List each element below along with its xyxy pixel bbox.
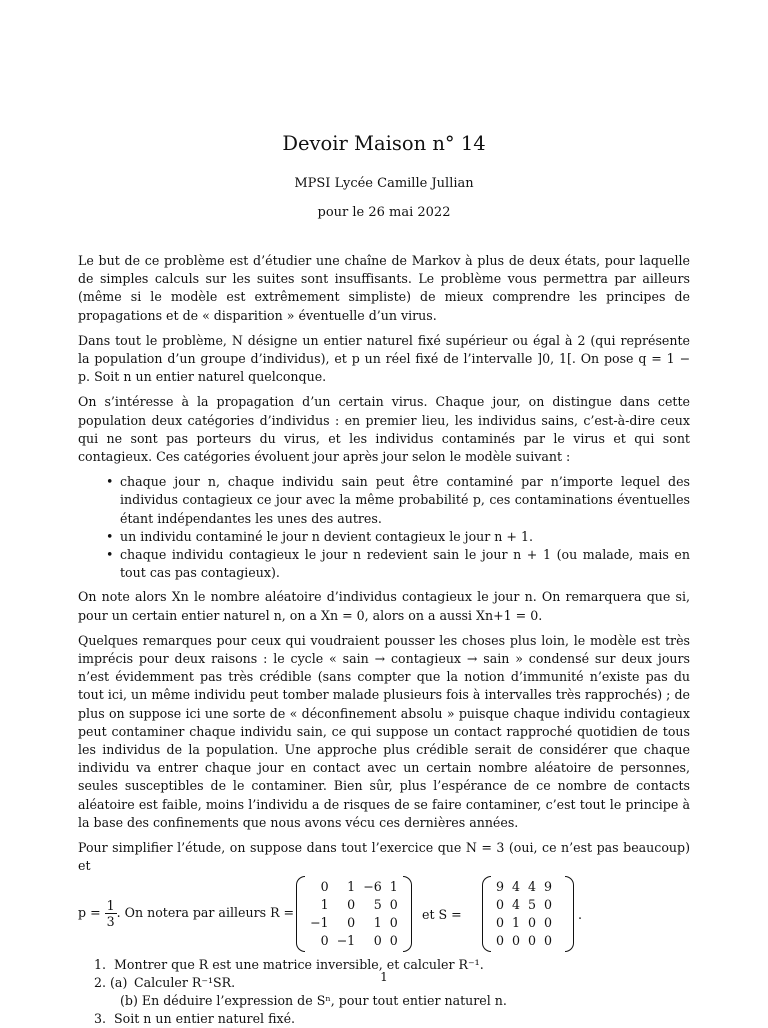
model-rules-list (78, 473, 690, 582)
paragraph-simplify: Pour simplifier l’étude, on suppose dans tout l’exercice que N = 3 (oui, ce n’est pas beaucoup) et (78, 839, 690, 875)
matrix-cell: 0 (306, 878, 333, 896)
matrix-cell: 9 (540, 878, 556, 896)
question-number: 2. (a) (94, 974, 127, 992)
list-item: • chaque jour n, chaque individu sain peut être contaminé par n’importe lequel des individus contagieux ce jour avec la même probabilité p, ces contaminations éventuelles étant indépendantes les unes des autres. (120, 473, 690, 528)
question-number: 3. (94, 1010, 106, 1028)
question-text: Montrer que R est une matrice inversible, et calculer R⁻¹. (114, 957, 484, 972)
matrix-cell: 0 (386, 896, 402, 914)
matrix-cell: 0 (492, 896, 508, 914)
p-label: p = (78, 905, 101, 920)
page-title: Devoir Maison n° 14 (78, 132, 690, 155)
list-item: • chaque individu contagieux le jour n redevient sain le jour n + 1 (ou malade, mais en tout cas pas contagieux). (120, 546, 690, 582)
question-3 (114, 1010, 690, 1028)
matrix-cell: −1 (306, 914, 333, 932)
page-date: pour le 26 mai 2022 (78, 205, 690, 220)
matrix-cell: −1 (333, 932, 360, 950)
matrix-cell: 1 (508, 914, 524, 932)
paragraph-notation: Dans tout le problème, N désigne un entier naturel fixé supérieur ou égal à 2 (qui représente la population d’un groupe d’individus), et p un réel fixé de l’intervalle ]0, 1[. On pose q = 1 − p. Soit n un entier naturel quelconque. (78, 332, 690, 387)
matrix-cell: 0 (333, 896, 360, 914)
document-body (78, 252, 690, 1028)
matrix-cell: 0 (508, 932, 524, 950)
matrix-cell: 5 (524, 896, 540, 914)
matrix-cell: −6 (359, 878, 386, 896)
matrix-cell: 0 (492, 914, 508, 932)
matrix-S (482, 876, 574, 952)
matrix-cell: 0 (540, 932, 556, 950)
document-page (78, 0, 690, 1024)
page-subtitle: MPSI Lycée Camille Jullian (78, 176, 690, 191)
paragraph-model: On s’intéresse à la propagation d’un certain virus. Chaque jour, on distingue dans cette population deux catégories d’individus : en premier lieu, les individus sains, c’est-à-dire ceux qui ne sont pas porteurs du virus, et les individus contaminés par le virus et qui sont contagieux. Ces catégories évoluent jour après jour selon le modèle suivant : (78, 393, 690, 466)
matrix-cell: 1 (333, 878, 360, 896)
matrix-definitions (78, 876, 690, 954)
matrix-cell: 1 (359, 914, 386, 932)
matrix-cell: 4 (524, 878, 540, 896)
paragraph-intro: Le but de ce problème est d’étudier une chaîne de Markov à plus de deux états, pour laquelle de simples calculs sur les suites sont insuffisants. Le problème vous permettra par ailleurs (même si le modèle est extrêmement simpliste) de mieux comprendre les principes de propagations et de « disparition » éventuelle d’un virus. (78, 252, 690, 325)
matrix-intro-text: . On notera par ailleurs R = (117, 905, 294, 920)
matrix-cell: 4 (508, 896, 524, 914)
question-2b (114, 992, 690, 1010)
matrix-cell: 0 (524, 932, 540, 950)
matrix-cell: 0 (540, 896, 556, 914)
matrix-cell: 0 (359, 932, 386, 950)
paragraph-random-variable: On note alors Xn le nombre aléatoire d’individus contagieux le jour n. On remarquera que si, pour un certain entier naturel n, on a Xn = 0, alors on a aussi Xn+1 = 0. (78, 588, 690, 624)
page-number: 1 (78, 970, 690, 984)
matrix-cell: 9 (492, 878, 508, 896)
and-text: et S = (422, 906, 462, 924)
question-list (78, 956, 690, 1028)
paragraph-remarks: Quelques remarques pour ceux qui voudraient pousser les choses plus loin, le modèle est très imprécis pour deux raisons : le cycle « sain → contagieux → sain » condensé sur deux jours n’est évidemment pas très crédible (sans compter que la notion d’immunité n’existe pas du tout ici, un même individu peut tomber malade plusieurs fois à intervalles très rapprochés) ; de plus on suppose ici une sorte de « déconfinement absolu » puisque chaque individu contagieux peut contaminer chaque individu sain, ce qui suppose un contact rapproché quotidien de tous les individus de la population. Une approche plus crédible serait de considérer que chaque individu va entrer chaque jour en contact avec un certain nombre aléatoire de personnes, seules susceptibles de le contaminer. Bien sûr, plus l’espérance de ce nombre de contacts aléatoire est faible, moins l’individu a de risques de se faire contaminer, c’est tout le principe à la base des confinements que nous avons vécu ces dernières années. (78, 632, 690, 832)
matrix-cell: 0 (333, 914, 360, 932)
matrix-cell: 5 (359, 896, 386, 914)
question-number: (b) (114, 993, 138, 1008)
list-item: • un individu contaminé le jour n devient contagieux le jour n + 1. (120, 528, 690, 546)
matrix-R (296, 876, 412, 952)
matrix-cell: 0 (492, 932, 508, 950)
matrix-cell: 0 (386, 914, 402, 932)
matrix-cell: 4 (508, 878, 524, 896)
question-number: 1. (94, 956, 106, 974)
matrix-cell: 0 (306, 932, 333, 950)
question-text: Soit n un entier naturel fixé. (114, 1011, 295, 1026)
fraction-one-third: $\frac{1}{3}$ (105, 898, 117, 929)
matrix-cell: 1 (386, 878, 402, 896)
question-text: Calculer R⁻¹SR. (114, 975, 235, 990)
matrix-cell: 0 (386, 932, 402, 950)
matrix-line-end: . (578, 906, 582, 924)
question-text: En déduire l’expression de Sⁿ, pour tout entier naturel n. (142, 993, 507, 1008)
matrix-cell: 0 (540, 914, 556, 932)
matrix-cell: 1 (306, 896, 333, 914)
matrix-cell: 0 (524, 914, 540, 932)
